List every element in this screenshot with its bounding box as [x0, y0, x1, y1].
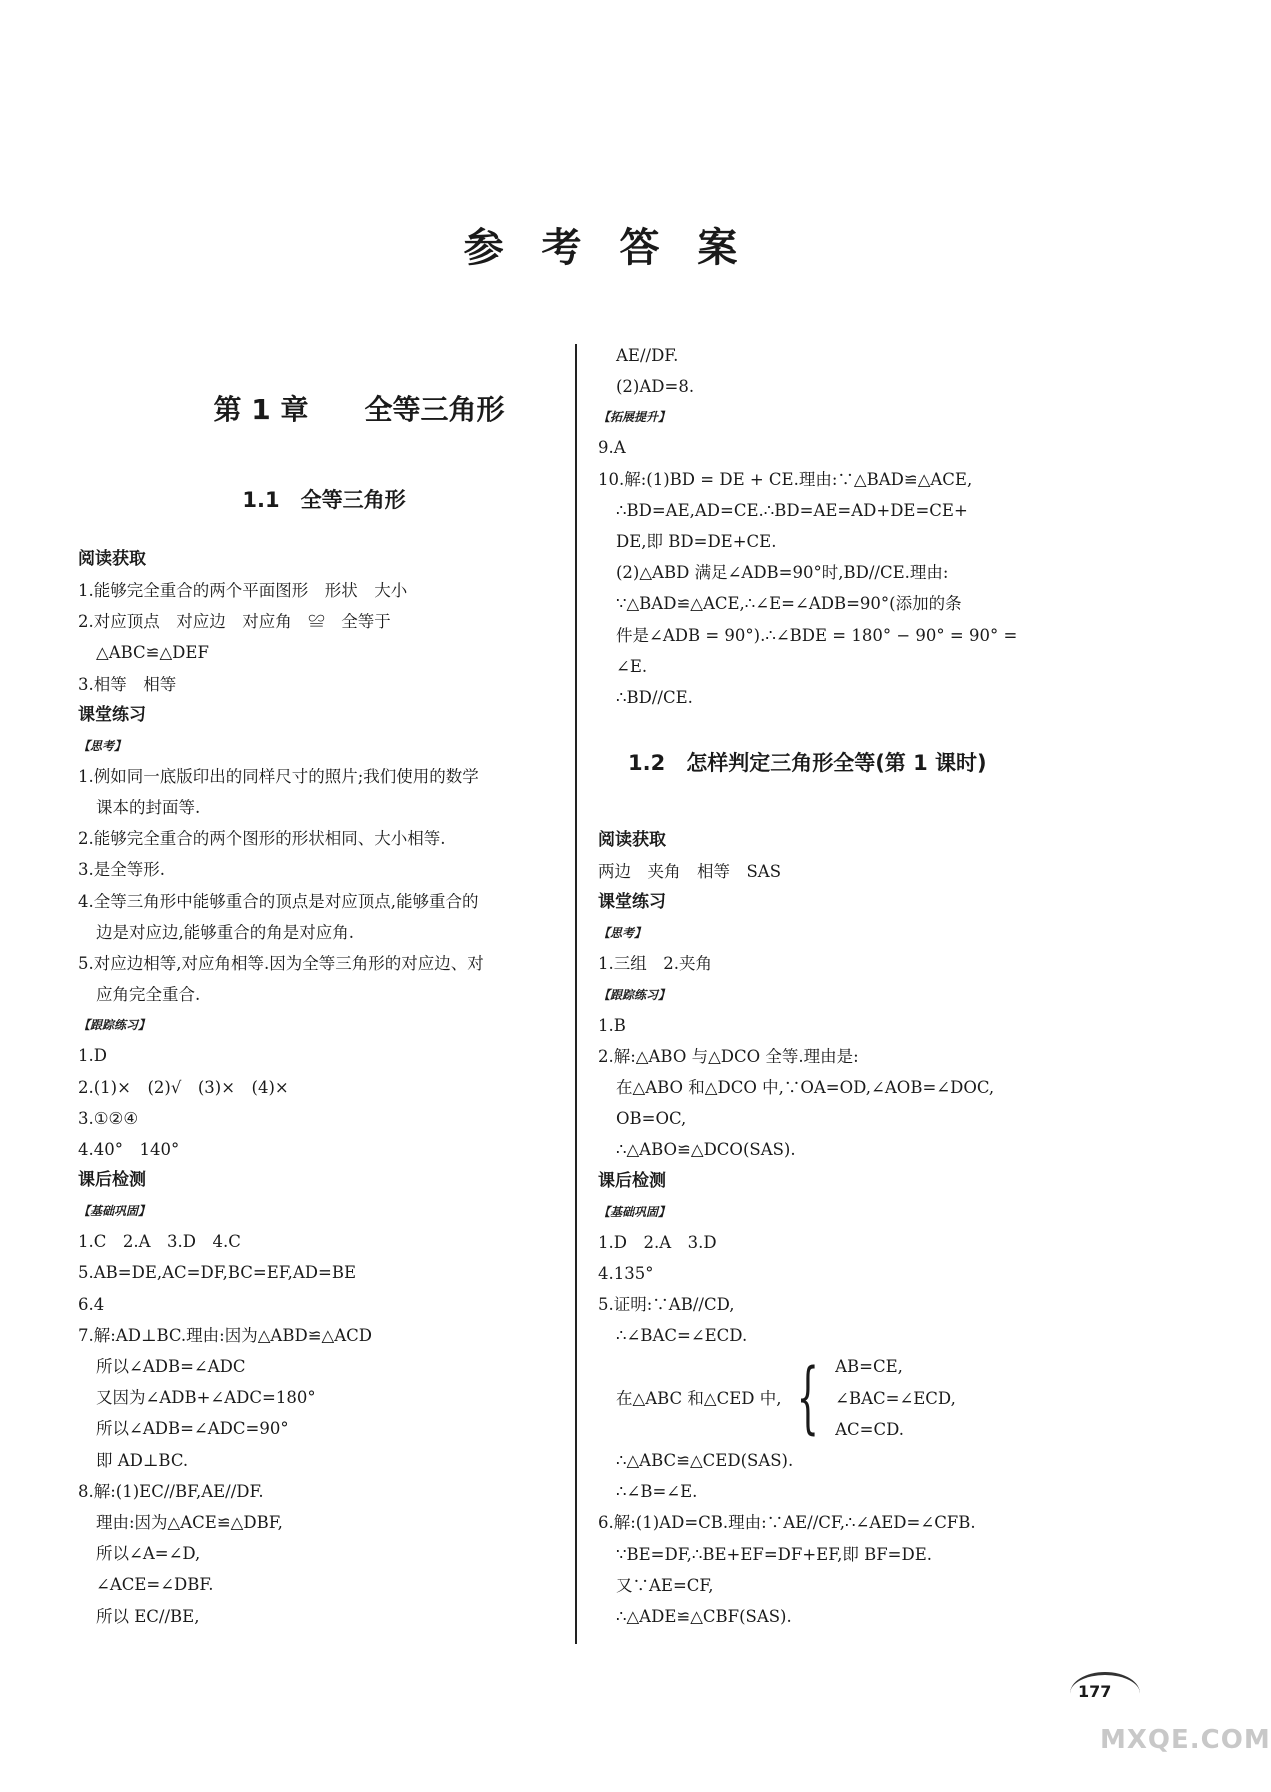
- answer-line: (2)△ABD 满足∠ADB=90°时,BD//CE.理由:: [616, 563, 949, 583]
- right-answers-end: [598, 1445, 1090, 1632]
- chapter-heading: 第 1 章 全等三角形: [213, 393, 505, 426]
- tag-label: 【基础巩固】: [78, 1204, 151, 1219]
- answer-line: 4.全等三角形中能够重合的顶点是对应顶点,能够重合的: [78, 891, 479, 911]
- answer-line: 应角完全重合.: [96, 985, 201, 1005]
- answer-line: 2.解:△ABO 与△DCO 全等.理由是:: [598, 1046, 859, 1066]
- answer-line: 又∵AE=CF,: [616, 1575, 714, 1595]
- answer-line: 1.能够完全重合的两个平面图形 形状 大小: [78, 581, 408, 600]
- answer-line: ∵△BAD≌△ACE,∴∠E=∠ADB=90°(添加的条: [616, 594, 962, 614]
- section-label: 阅读获取: [78, 549, 146, 569]
- brace-prefix: 在△ABC 和△CED 中,: [616, 1388, 782, 1408]
- answer-line: OB=OC,: [616, 1109, 687, 1129]
- answer-line: ∠ACE=∠DBF.: [96, 1575, 214, 1595]
- answer-line: 所以 EC//BE,: [96, 1606, 200, 1626]
- answer-line: 8.解:(1)EC//BF,AE//DF.: [78, 1481, 264, 1501]
- answer-line: ∠E.: [616, 656, 648, 676]
- left-answers: [78, 544, 570, 1632]
- answer-line: 又因为∠ADB+∠ADC=180°: [96, 1388, 316, 1408]
- answer-line: 10.解:(1)BD = DE + CE.理由:∵△BAD≌△ACE,: [598, 469, 973, 489]
- answer-line: 1.C 2.A 3.D 4.C: [78, 1232, 241, 1252]
- answer-line: 4.40° 140°: [78, 1140, 180, 1160]
- tag-label: 【拓展提升】: [598, 410, 671, 425]
- answer-line: 5.AB=DE,AC=DF,BC=EF,AD=BE: [78, 1263, 357, 1283]
- answer-line: 9.A: [598, 438, 626, 458]
- tag-label: 【思考】: [598, 926, 647, 941]
- answer-line: 即 AD⊥BC.: [96, 1450, 189, 1470]
- tag-label: 【思考】: [78, 738, 127, 753]
- answer-line: (2)AD=8.: [616, 377, 695, 397]
- brace-condition: ∠BAC=∠ECD,: [835, 1388, 956, 1408]
- watermark: MXQE.COM: [1100, 1725, 1271, 1755]
- answer-line: 5.对应边相等,对应角相等.因为全等三角形的对应边、对: [78, 954, 484, 974]
- section-heading-1-2: 1.2 怎样判定三角形全等(第 1 课时): [628, 751, 987, 776]
- answer-line: 2.对应顶点 对应边 对应角 ≌ 全等于: [78, 612, 391, 632]
- answer-line: 两边 夹角 相等 SAS: [598, 862, 782, 882]
- answer-line: △ABC≌△DEF: [96, 643, 209, 663]
- section-label: 课堂练习: [78, 704, 146, 725]
- answer-line: 6.4: [78, 1294, 105, 1314]
- answer-line: 边是对应边,能够重合的角是对应角.: [96, 922, 354, 942]
- left-brace: {: [797, 1353, 820, 1444]
- answer-line: ∴∠B=∠E.: [616, 1482, 698, 1502]
- right-answers-bottom: [598, 825, 1090, 1351]
- brace-conditions: [835, 1351, 956, 1445]
- tag-label: 【跟踪练习】: [598, 987, 671, 1002]
- answer-line: AE//DF.: [616, 346, 679, 365]
- tag-label: 【基础巩固】: [598, 1204, 671, 1219]
- answer-line: 3.相等 相等: [78, 674, 177, 694]
- answer-line: 2.能够完全重合的两个图形的形状相同、大小相等.: [78, 829, 446, 849]
- section-label: 课堂练习: [598, 892, 666, 913]
- answer-line: ∴△ADE≌△CBF(SAS).: [616, 1607, 792, 1627]
- brace-condition: AB=CE,: [835, 1357, 903, 1377]
- section-label: 课后检测: [598, 1170, 666, 1191]
- answer-line: 1.D 2.A 3.D: [598, 1232, 717, 1252]
- answer-line: ∴△ABO≌△DCO(SAS).: [616, 1140, 796, 1160]
- section-label: 课后检测: [78, 1170, 146, 1191]
- answer-line: ∴∠BAC=∠ECD.: [616, 1326, 748, 1346]
- answer-line: 所以∠A=∠D,: [96, 1544, 201, 1564]
- section-label: 阅读获取: [598, 830, 666, 851]
- answer-line: 课本的封面等.: [96, 798, 201, 818]
- right-answers-top: [598, 340, 1090, 713]
- left-column: [78, 340, 570, 1632]
- answer-line: 理由:因为△ACE≌△DBF,: [96, 1513, 283, 1533]
- brace-condition: AC=CD.: [835, 1419, 905, 1439]
- answer-line: 1.B: [598, 1015, 626, 1035]
- answer-line: 在△ABO 和△DCO 中,∵OA=OD,∠AOB=∠DOC,: [616, 1078, 995, 1098]
- answer-line: ∴△ABC≌△CED(SAS).: [616, 1451, 794, 1471]
- answer-line: 所以∠ADB=∠ADC=90°: [96, 1419, 289, 1439]
- page-title: 参 考 答 案: [463, 225, 750, 271]
- page-number: 177: [1078, 1682, 1112, 1701]
- answer-line: 件是∠ADB = 90°).∴∠BDE = 180° − 90° = 90° =: [616, 625, 1018, 645]
- answer-line: 1.例如同一底版印出的同样尺寸的照片;我们使用的数学: [78, 766, 479, 786]
- answer-line: 4.135°: [598, 1263, 654, 1283]
- answer-line: 3.是全等形.: [78, 860, 165, 880]
- answer-line: DE,即 BD=DE+CE.: [616, 532, 777, 552]
- brace-system: [598, 1351, 1090, 1445]
- answer-line: 1.D: [78, 1046, 107, 1066]
- answer-line: 3.①②④: [78, 1108, 139, 1128]
- right-column: [598, 340, 1090, 1632]
- answer-line: ∴BD//CE.: [616, 688, 693, 708]
- tag-label: 【跟踪练习】: [78, 1018, 151, 1033]
- answer-line: 所以∠ADB=∠ADC: [96, 1357, 246, 1377]
- answer-line: 7.解:AD⊥BC.理由:因为△ABD≌△ACD: [78, 1325, 372, 1345]
- answer-line: 6.解:(1)AD=CB.理由:∵AE//CF,∴∠AED=∠CFB.: [598, 1513, 976, 1533]
- answer-line: ∵BE=DF,∴BE+EF=DF+EF,即 BF=DE.: [616, 1544, 932, 1564]
- answer-line: 1.三组 2.夹角: [598, 954, 712, 974]
- answer-line: ∴BD=AE,AD=CE.∴BD=AE=AD+DE=CE+: [616, 500, 968, 520]
- column-divider: [575, 344, 577, 1644]
- section-heading-1-1: 1.1 全等三角形: [242, 488, 406, 512]
- answer-line: 2.(1)× (2)√ (3)× (4)×: [78, 1077, 289, 1097]
- answer-line: 5.证明:∵AB//CD,: [598, 1295, 735, 1315]
